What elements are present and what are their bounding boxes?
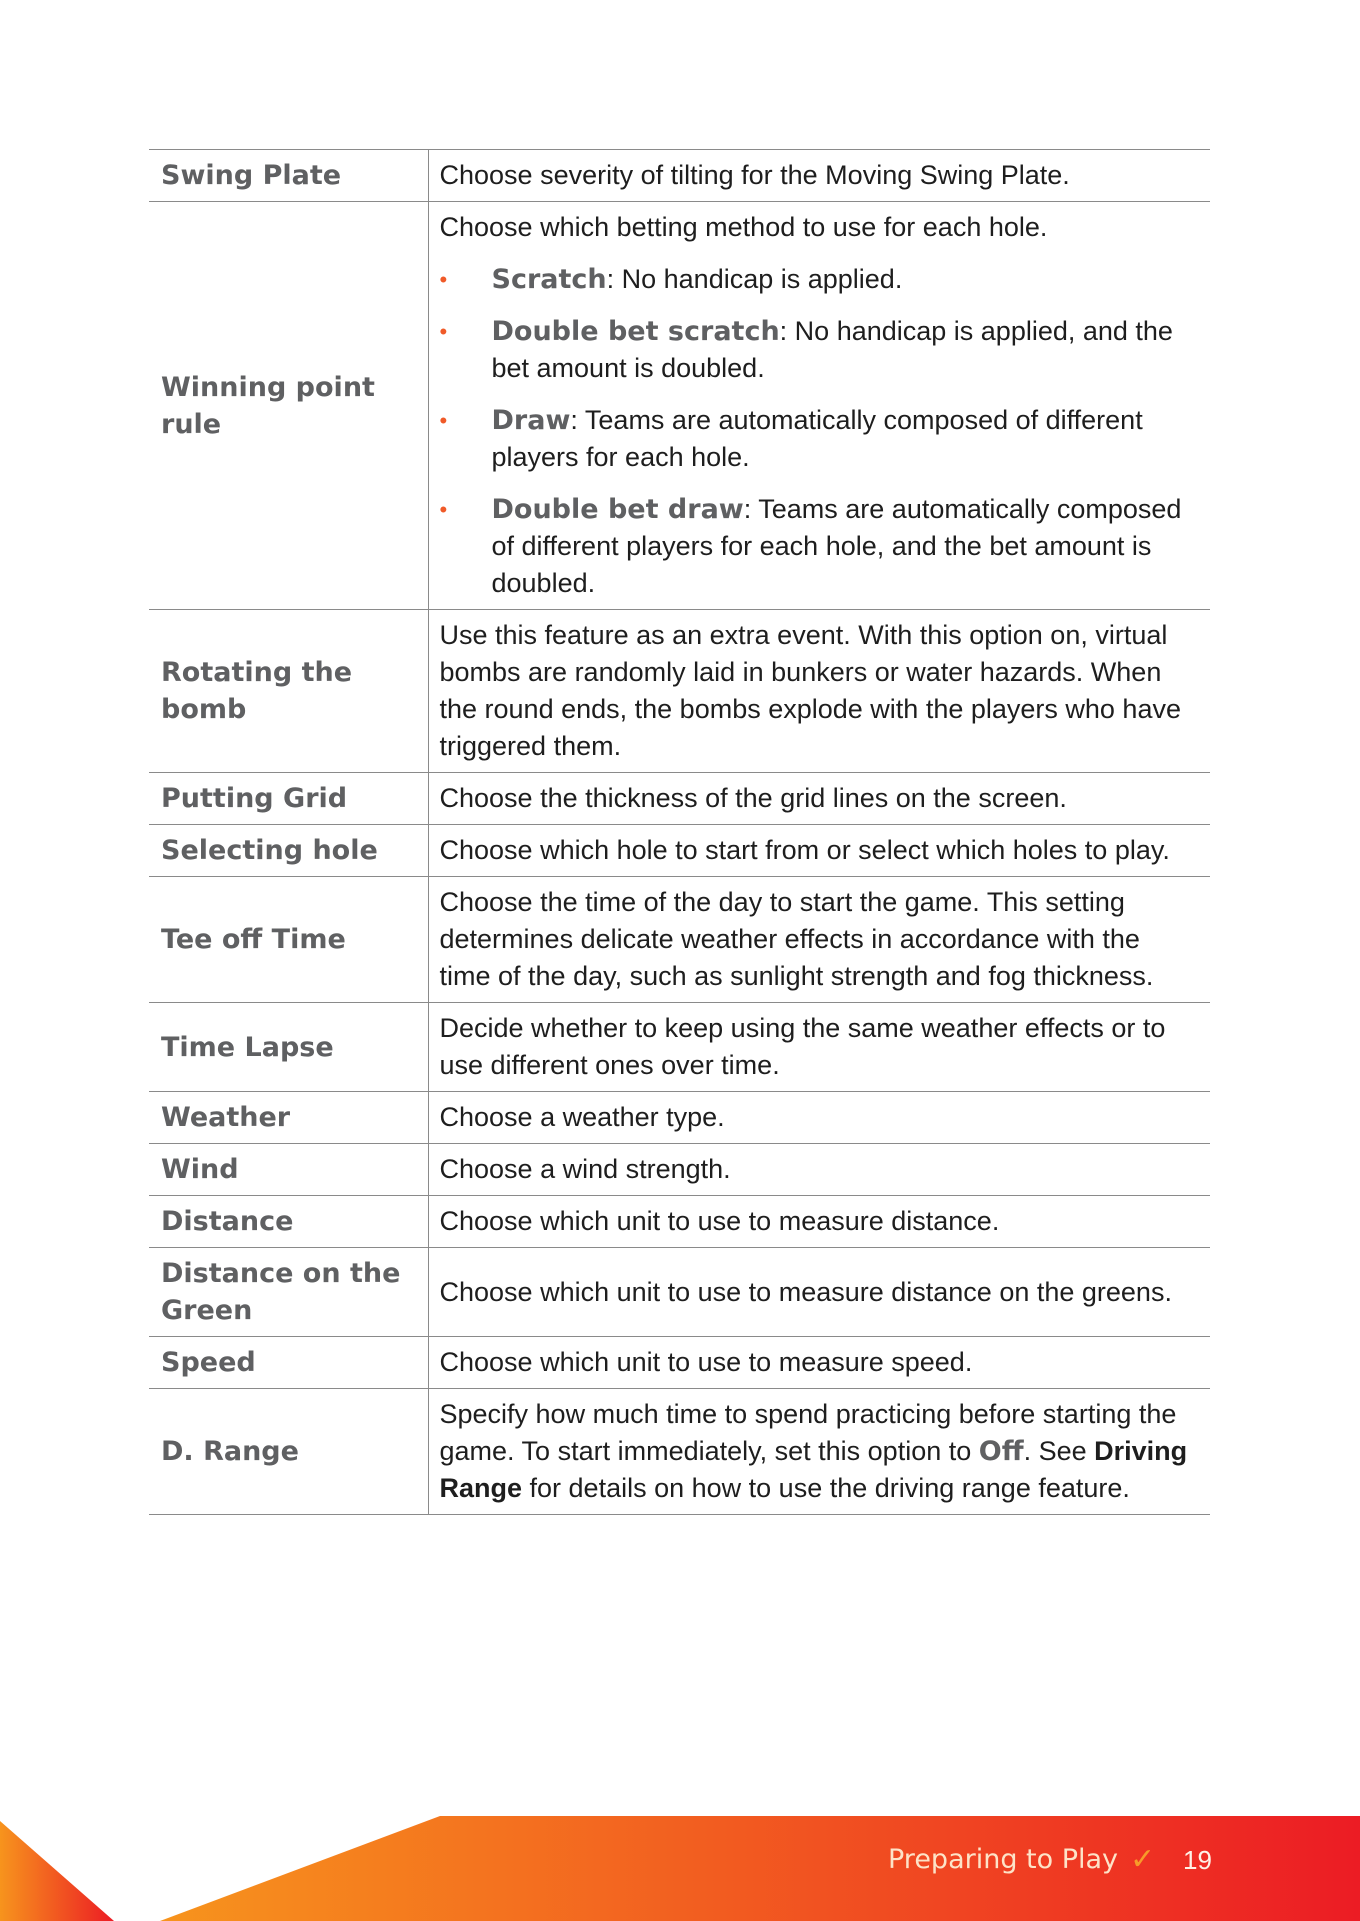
term-weather: Weather	[149, 1092, 428, 1144]
desc-time-lapse: Decide whether to keep using the same weather effects or to use different ones over time.	[428, 1003, 1210, 1092]
list-item	[440, 402, 1199, 476]
table-row	[149, 1092, 1210, 1144]
table-row	[149, 1389, 1210, 1515]
term-distance-on-the-green: Distance on the Green	[149, 1248, 428, 1337]
desc-d-range	[428, 1389, 1210, 1515]
desc-selecting-hole: Choose which hole to start from or select which holes to play.	[428, 825, 1210, 877]
table-row	[149, 610, 1210, 773]
option-text: : No handicap is applied, and the bet amount is doubled.	[491, 316, 1173, 383]
bullet-icon: •	[439, 267, 448, 292]
term-winning-point-rule: Winning point rule	[149, 202, 428, 610]
desc-tee-off-time: Choose the time of the day to start the game. This setting determines delicate weather effects in accordance with the time of the day, such as sunlight strength and fog thickness.	[428, 877, 1210, 1003]
bullet-icon: •	[439, 408, 448, 433]
term-tee-off-time: Tee off Time	[149, 877, 428, 1003]
option-text: : Teams are automatically composed of different players for each hole.	[491, 405, 1143, 472]
betting-method-list	[440, 261, 1199, 602]
desc-distance: Choose which unit to use to measure distance.	[428, 1196, 1210, 1248]
option-name: Scratch	[491, 264, 607, 295]
term-speed: Speed	[149, 1337, 428, 1389]
table-row	[149, 1248, 1210, 1337]
table-row	[149, 773, 1210, 825]
desc-speed: Choose which unit to use to measure speed.	[428, 1337, 1210, 1389]
table-row	[149, 1337, 1210, 1389]
desc-distance-on-the-green: Choose which unit to use to measure distance on the greens.	[428, 1248, 1210, 1337]
option-name: Draw	[491, 405, 571, 436]
d-range-text-b: . See	[1023, 1436, 1095, 1466]
desc-winning-point-rule	[428, 202, 1210, 610]
desc-putting-grid: Choose the thickness of the grid lines on the screen.	[428, 773, 1210, 825]
option-name: Double bet draw	[491, 494, 744, 525]
footer-section-title: Preparing to Play	[888, 1844, 1119, 1875]
table-row	[149, 877, 1210, 1003]
table-row	[149, 150, 1210, 202]
footer-corner-triangle	[0, 1821, 114, 1921]
term-rotating-the-bomb: Rotating the bomb	[149, 610, 428, 773]
footer-band	[0, 1816, 1360, 1921]
term-d-range: D. Range	[149, 1389, 428, 1515]
term-wind: Wind	[149, 1144, 428, 1196]
term-selecting-hole: Selecting hole	[149, 825, 428, 877]
list-item	[440, 491, 1199, 602]
term-swing-plate: Swing Plate	[149, 150, 428, 202]
bullet-icon: •	[439, 497, 448, 522]
table-row	[149, 202, 1210, 610]
page-number: 19	[1183, 1845, 1212, 1875]
table-row	[149, 1196, 1210, 1248]
option-text: : Teams are automatically composed of different players for each hole, and the bet amount is doubled.	[491, 494, 1182, 598]
d-range-text-c: for details on how to use the driving range feature.	[522, 1473, 1130, 1503]
table-row	[149, 825, 1210, 877]
winning-point-intro: Choose which betting method to use for each hole.	[439, 212, 1048, 242]
option-name: Double bet scratch	[491, 316, 780, 347]
desc-rotating-the-bomb: Use this feature as an extra event. With this option on, virtual bombs are randomly laid in bunkers or water hazards. When the round ends, the bombs explode with the players who have triggered them.	[428, 610, 1210, 773]
driving-range-reference: Driving Range	[439, 1436, 1188, 1503]
list-item	[440, 261, 1199, 298]
term-distance: Distance	[149, 1196, 428, 1248]
bullet-icon: •	[439, 319, 448, 344]
list-item	[440, 313, 1199, 387]
desc-swing-plate: Choose severity of tilting for the Moving Swing Plate.	[428, 150, 1210, 202]
d-range-text-a: Specify how much time to spend practicing before starting the game. To start immediately, set this option to	[439, 1399, 1177, 1466]
option-text: : No handicap is applied.	[606, 264, 903, 294]
desc-wind: Choose a wind strength.	[428, 1144, 1210, 1196]
checkmark-icon: ✓	[1130, 1842, 1156, 1877]
desc-weather: Choose a weather type.	[428, 1092, 1210, 1144]
term-time-lapse: Time Lapse	[149, 1003, 428, 1092]
off-value: Off	[978, 1436, 1024, 1467]
table-row	[149, 1003, 1210, 1092]
footer-gradient-band	[160, 1816, 1360, 1921]
term-putting-grid: Putting Grid	[149, 773, 428, 825]
table-row	[149, 1144, 1210, 1196]
settings-table	[149, 149, 1210, 1515]
